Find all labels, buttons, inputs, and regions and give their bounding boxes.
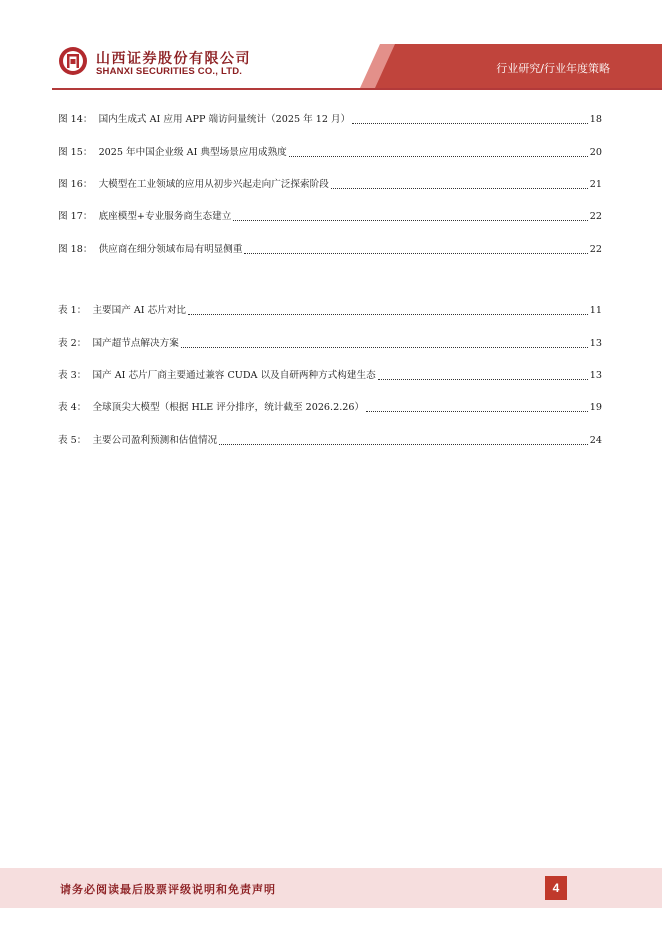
toc-figure-label: 图 18： [58,244,93,255]
toc-table-label: 表 1： [58,305,87,316]
toc-table-title: 全球顶尖大模型（根据 HLE 评分排序，统计截至 2026.2.26） [92,402,365,413]
toc-table-label: 表 2： [58,338,87,349]
toc-table-title: 主要国产 AI 芯片对比 [92,305,187,316]
header-banner [0,0,662,92]
toc-figure-title: 2025 年中国企业级 AI 典型场景应用成熟度 [98,147,287,158]
report-type-label: 行业研究/行业年度策略 [496,62,610,75]
toc-figure-title: 供应商在细分领域布局有明显侧重 [98,244,243,255]
company-name-cn: 山西证券股份有限公司 [96,51,251,67]
toc-leader-dots [352,123,588,124]
toc-item-table-2[interactable] [58,334,602,350]
toc-page-number: 20 [589,147,602,158]
toc-leader-dots [378,379,588,380]
toc-leader-dots [233,220,587,221]
toc-item-table-5[interactable] [58,431,602,447]
toc-figure-label: 图 15： [58,147,93,158]
toc-item-table-3[interactable] [58,366,602,382]
toc-leader-dots [366,411,588,412]
page-footer [0,868,662,936]
toc-figure-title: 大模型在工业领域的应用从初步兴起走向广泛探索阶段 [98,179,329,190]
toc-page-number: 11 [589,305,602,316]
toc-page-number: 24 [589,435,602,446]
toc-leader-dots [181,347,588,348]
toc-figure-label: 图 16： [58,179,93,190]
toc-leader-dots [219,444,588,445]
header-divider [52,88,662,90]
toc-table-label: 表 3： [58,370,87,381]
toc-leader-dots [244,253,587,254]
toc-leader-dots [331,188,588,189]
toc-page-number: 22 [589,211,602,222]
toc-page-number: 13 [589,338,602,349]
toc-table-title: 主要公司盈利预测和估值情况 [92,435,218,446]
page-header [0,0,662,92]
toc-item-table-4[interactable] [58,398,602,414]
page-number: 4 [545,876,567,900]
toc-figure-label: 图 14： [58,114,93,125]
toc-table-title: 国产超节点解决方案 [92,338,179,349]
toc-page-number: 13 [589,370,602,381]
toc-leader-dots [188,314,588,315]
company-name-en: SHANXI SECURITIES CO., LTD. [96,66,243,77]
toc-page-number: 21 [589,179,602,190]
toc-item-figure-17[interactable] [58,207,602,223]
toc-page-number: 19 [589,402,602,413]
toc-page-number: 22 [589,244,602,255]
toc-table-label: 表 4： [58,402,87,413]
toc-leader-dots [289,156,588,157]
toc-figure-title: 国内生成式 AI 应用 APP 端访问量统计（2025 年 12 月） [98,114,351,125]
toc-page-number: 18 [589,114,602,125]
toc-figure-title: 底座模型+专业服务商生态建立 [98,211,232,222]
toc-item-figure-16[interactable] [58,175,602,191]
toc-table-title: 国产 AI 芯片厂商主要通过兼容 CUDA 以及自研两种方式构建生态 [92,370,376,381]
toc-figure-label: 图 17： [58,211,93,222]
toc-item-table-1[interactable] [58,301,602,317]
toc-item-figure-14[interactable] [58,110,602,126]
company-logo-icon [58,46,88,76]
disclaimer-note: 请务必阅读最后股票评级说明和免责声明 [60,883,276,896]
toc-item-figure-18[interactable] [58,240,602,256]
toc-item-figure-15[interactable] [58,143,602,159]
toc-table-label: 表 5： [58,435,87,446]
